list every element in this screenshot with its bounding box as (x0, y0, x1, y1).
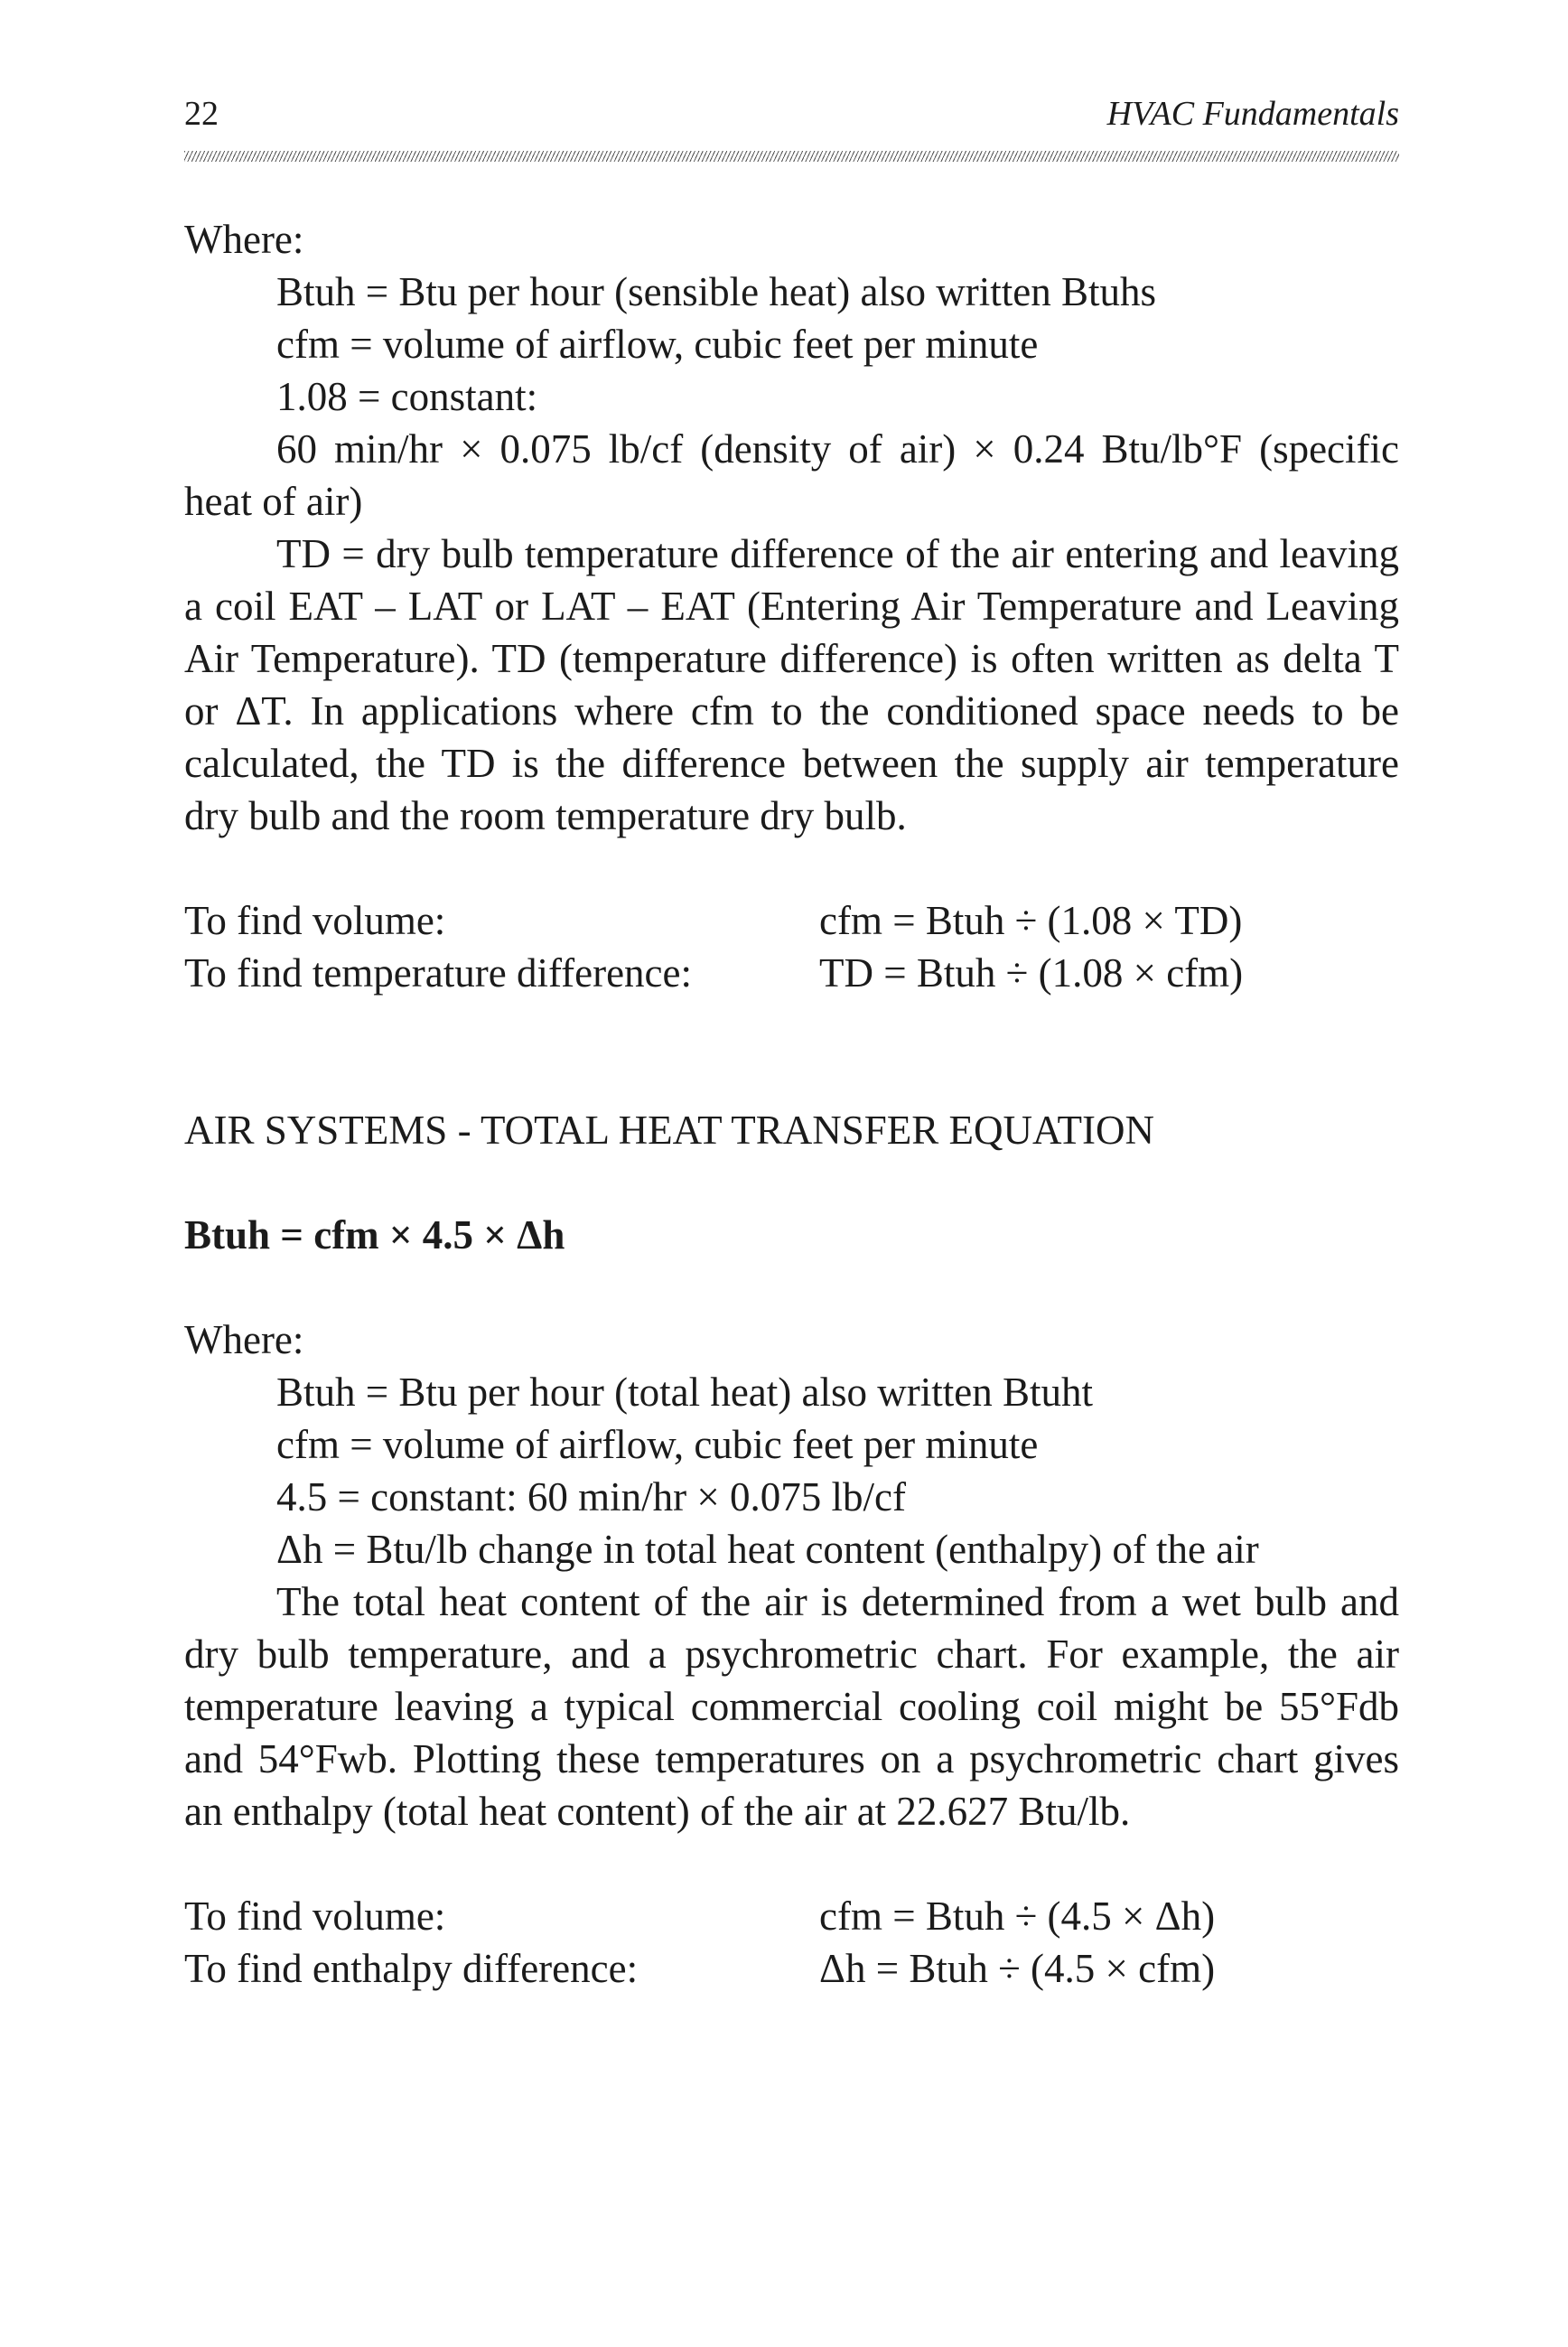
formula-label: To find volume: (184, 1893, 446, 1939)
where-label-total: Where: (184, 1317, 304, 1362)
formula-expression: cfm = Btuh ÷ (1.08 × TD) (819, 898, 1243, 943)
definition-td: TD = dry bulb temperature difference of the air entering and leaving a coil EAT – LAT or LAT – EAT (Entering Air Temperature and Leaving Air Temperature). TD (temperature difference) is often written as delta T or ΔT. In applications where cfm to the conditioned space needs to be calculated, the TD is the difference between the supply air temperature dry bulb and the room temperature dry bulb. (184, 531, 1399, 838)
running-title: HVAC Fundamentals (1106, 95, 1399, 133)
formula-expression: cfm = Btuh ÷ (4.5 × Δh) (819, 1893, 1216, 1939)
page-header (184, 94, 1399, 148)
definition-cfm-sensible: cfm = volume of airflow, cubic feet per minute (276, 322, 1039, 367)
definition-constant-total: 4.5 = constant: 60 min/hr × 0.075 lb/cf (276, 1474, 906, 1519)
definition-btuh-sensible: Btuh = Btu per hour (sensible heat) also written Btuhs (276, 269, 1156, 314)
definition-constant-calculation: 60 min/hr × 0.075 lb/cf (density of air) × 0.24 Btu/lb°F (specific heat of air) (184, 426, 1399, 524)
definition-delta-h: Δh = Btu/lb change in total heat content (enthalpy) of the air (276, 1527, 1259, 1572)
total-heat-equation: Btuh = cfm × 4.5 × Δh (184, 1212, 565, 1258)
formula-row (184, 1890, 1399, 1942)
formula-row (184, 947, 1399, 999)
section-heading: AIR SYSTEMS - TOTAL HEAT TRANSFER EQUATION (184, 1108, 1154, 1153)
formula-row (184, 894, 1399, 947)
definition-cfm-total: cfm = volume of airflow, cubic feet per minute (276, 1422, 1039, 1467)
formula-label: To find temperature difference: (184, 950, 692, 996)
page-number: 22 (184, 95, 219, 133)
formula-expression: Δh = Btuh ÷ (4.5 × cfm) (819, 1946, 1216, 1991)
definition-btuh-total: Btuh = Btu per hour (total heat) also written Btuht (276, 1370, 1093, 1415)
formula-label: To find volume: (184, 898, 446, 943)
formula-expression: TD = Btuh ÷ (1.08 × cfm) (819, 950, 1244, 996)
enthalpy-paragraph: The total heat content of the air is determined from a wet bulb and dry bulb temperature, and a psychrometric chart. For example, the air temperature leaving a typical commercial cooling coil might be 55°Fdb and 54°Fwb. Plotting these temperatures on a psychrometric chart gives an enthalpy (total heat content) of the air at 22.627 Btu/lb. (184, 1579, 1399, 1834)
formula-label: To find enthalpy difference: (184, 1946, 639, 1991)
header-rule (184, 151, 1399, 162)
definition-constant-sensible: 1.08 = constant: (276, 374, 538, 419)
where-label-sensible: Where: (184, 217, 304, 262)
formula-row (184, 1942, 1399, 1995)
page-body (184, 213, 1399, 1995)
